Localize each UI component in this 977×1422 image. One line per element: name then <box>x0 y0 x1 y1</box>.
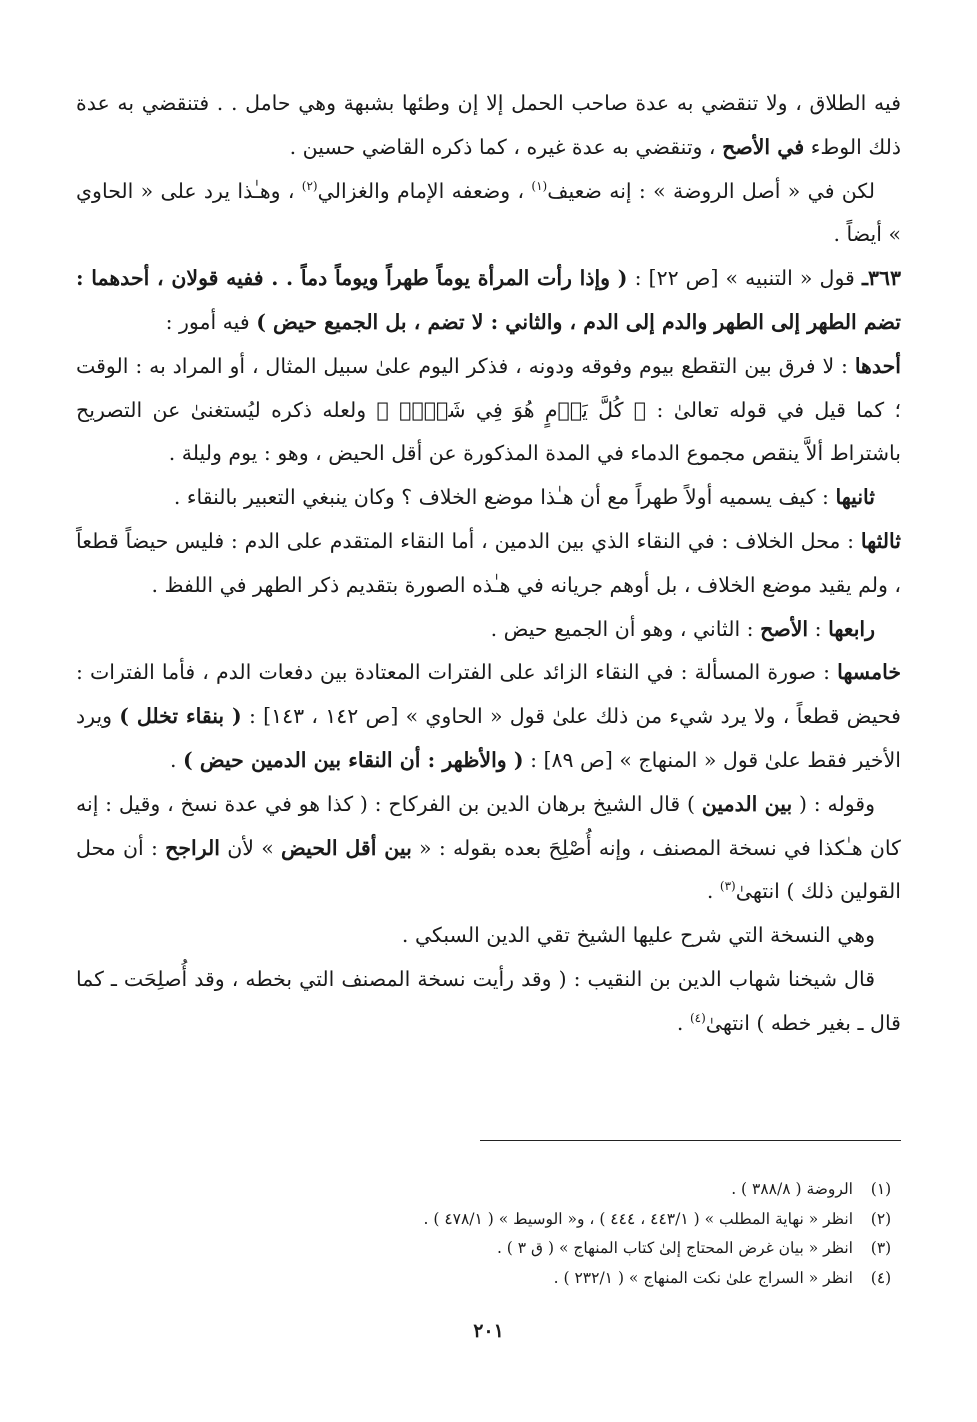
paragraph-8: خامسها : صورة المسألة : في النقاء الزائد على الفترات المعتادة بين دفعات الدم ، فأما الفترات : فحيض قطعاً ، ولا يرد شيء من ذلك علىٰ قول « الحاوي » [ص ١٤٢ ، ١٤٣] : ( بنقاء تخلل ) ويرد الأخير فقط علىٰ قول « المنهاج » [ص ٨٩] : ( والأظهر : أن النقاء بين الدمين حيض ) . <box>76 660 901 772</box>
paragraph-7: رابعها : الأصح : الثاني ، وهو أن الجميع حيض . <box>490 616 875 641</box>
quoted-text: ( وإذا رأت المرأة يوماً طهراً ويوماً دماً . . ففيه قولان ، أحدهما : تضم الطهر إلى الطهر والدم إلى الدم ، والثاني : لا تضم ، بل الجميع حيض ) <box>76 266 901 334</box>
footnote-ref-4[interactable]: (٤) <box>689 1010 706 1025</box>
footnote-text: الروضة ( ٣٨٨/٨ ) . <box>731 1180 853 1198</box>
bold-phrase: بين أقل الحيض <box>281 835 412 860</box>
footnote-text: انظر « بيان غرض المحتاج إلىٰ كتاب المنهاج » ( ق ٣ ) . <box>496 1239 853 1257</box>
footnote-ref-2[interactable]: (٢) <box>301 178 318 193</box>
footnote-number: (١) <box>870 1180 892 1198</box>
bold-phrase: الأصح <box>760 616 809 641</box>
paragraph-9: وقوله : ( بين الدمين ) قال الشيخ برهان الدين بن الفركاح : ( كذا هو في عدة نسخ ، وقيل : إنه كان هـٰكذا في نسخة المصنف ، وإنه أُصْلِحَ بعده بقوله : « بين أقل الحيض » لأن الراجح : أن محل القولين ذلك ) انتهىٰ$^{(٣)}$ . <box>76 791 901 904</box>
point-label: ثالثها <box>860 528 901 553</box>
footnote-text: انظر « نهاية المطلب » ( ٤٤٣/١ ، ٤٤٤ ) ، و« الوسيط » ( ٤٧٨/١ ) . <box>423 1209 853 1228</box>
footnote-ref-1[interactable]: (١) <box>531 178 548 193</box>
footnote-number: (٤) <box>870 1268 892 1287</box>
footnotes <box>76 1175 895 1293</box>
footnote-3 <box>76 1234 895 1264</box>
footnote-separator <box>480 1140 901 1141</box>
bold-phrase: في الأصح <box>722 134 805 159</box>
point-label: ثانيها <box>835 485 875 510</box>
section-number: ٣٦٣ـ <box>861 266 901 291</box>
point-label: رابعها <box>828 616 875 641</box>
quoted-text: ( والأظهر : أن النقاء بين الدمين حيض ) <box>183 747 524 772</box>
paragraph-1: فيه الطلاق ، ولا تنقضي به عدة صاحب الحمل إلا إن وطئها بشبهة وهي حامل . . فتنقضي به عدة ذلك الوطء في الأصح ، وتنقضي به عدة غيره ، كما ذكره القاضي حسين . <box>76 91 901 159</box>
footnote-1 <box>76 1175 895 1205</box>
paragraph-2: لكن في « أصل الروضة » : إنه ضعيف$^{(١)}$ ، وضعفه الإمام والغزالي$^{(٢)}$ ، وهـٰذا يرد على « الحاوي » أيضاً . <box>76 178 901 247</box>
page-number: ٢٠١ <box>473 1320 504 1342</box>
paragraph-4: أحدها : لا فرق بين التقطع بيوم وفوقه ودونه ، فذكر اليوم علىٰ سبيل المثال ، أو المراد به : الوقت ؛ كما قيل في قوله تعالىٰ : ﴿ كُلَّ يَوۡمٍ هُوَ فِي شَأۡنٖ ﴾ ولعله ذكره ليُستغنىٰ عن التصريح باشتراط ألاَّ ينقص مجموع الدماء في المدة المذكورة عن أقل الحيض ، وهو : يوم وليلة . <box>76 353 901 466</box>
footnote-number: (٣) <box>870 1239 892 1257</box>
bold-phrase: بين الدمين <box>701 791 793 816</box>
paragraph-11: قال شيخنا شهاب الدين بن النقيب : ( وقد رأيت نسخة المصنف التي بخطه ، وقد أُصلِحَت ـ كما قال ـ بغير خطه ) انتهىٰ$^{(٤)}$ . <box>76 966 901 1035</box>
footnote-2 <box>76 1205 895 1235</box>
paragraph-3: ٣٦٣ـ قول « التنبيه » [ص ٢٢] : ( وإذا رأت المرأة يوماً طهراً ويوماً دماً . . ففيه قولان ، أحدهما : تضم الطهر إلى الطهر والدم إلى الدم ، والثاني : لا تضم ، بل الجميع حيض ) فيه أمور : <box>76 266 901 334</box>
footnote-text: انظر « السراج علىٰ نكت المنهاج » ( ٢٣٢/١ ) . <box>553 1268 853 1287</box>
quoted-text: ( بنقاء تخلل ) <box>119 704 242 729</box>
footnote-number: (٢) <box>870 1209 892 1228</box>
footnote-4 <box>76 1264 895 1294</box>
paragraph-5: ثانيها : كيف يسميه أولاً طهراً مع أن هـٰذا موضع الخلاف ؟ وكان ينبغي التعبير بالنقاء . <box>173 485 875 510</box>
point-label: أحدها <box>854 353 901 378</box>
point-label: خامسها <box>837 660 901 685</box>
paragraph-10: وهي النسخة التي شرح عليها الشيخ تقي الدين السبكي . <box>401 923 875 948</box>
quran-verse: ﴿ كُلَّ يَوۡمٍ هُوَ فِي شَأۡنٖ ﴾ <box>376 397 647 422</box>
paragraph-6: ثالثها : محل الخلاف : في النقاء الذي بين الدمين ، أما النقاء المتقدم على الدم : فليس حيضاً قطعاً ، ولم يقيد موضع الخلاف ، بل أوهم جريانه في هـٰذه الصورة بتقديم ذكر الطهر في اللفظ . <box>76 528 901 597</box>
footnote-ref-3[interactable]: (٣) <box>719 879 736 894</box>
bold-phrase: الراجح <box>165 835 220 860</box>
